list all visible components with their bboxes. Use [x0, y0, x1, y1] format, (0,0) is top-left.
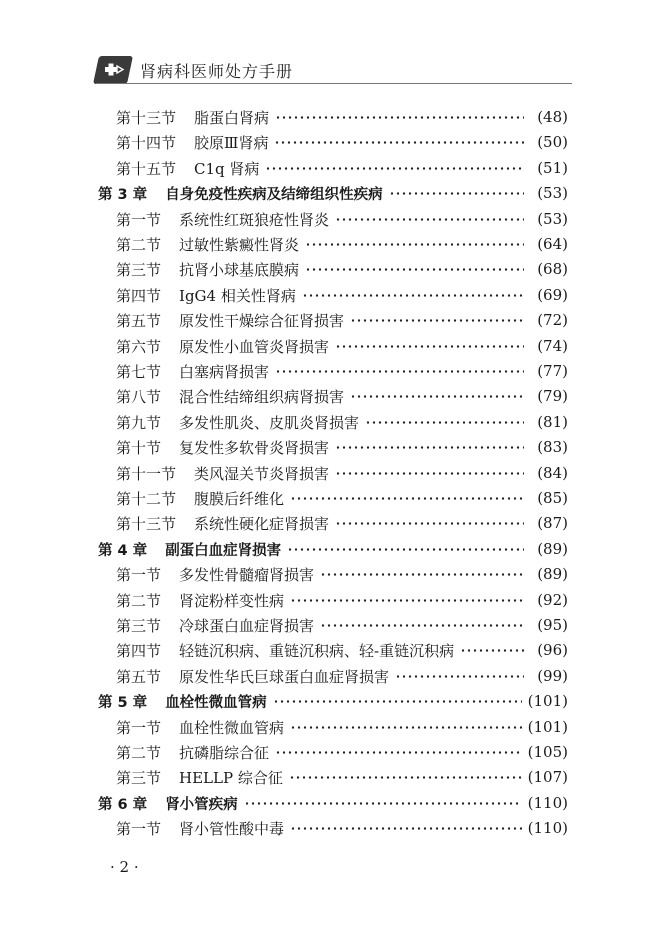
dot-leader	[350, 319, 524, 322]
entry-title: 腹膜后纤维化	[194, 489, 285, 508]
entry-number: 第九节	[116, 413, 162, 432]
entry-number: 第十节	[116, 438, 162, 457]
entry-number: 第 4 章	[98, 542, 148, 559]
dot-leader	[365, 421, 524, 424]
entry-page-number: (74)	[537, 337, 568, 355]
entry-title: 类风湿关节炎肾损害	[194, 464, 330, 483]
entry-number: 第一节	[116, 210, 162, 229]
entry-page-number: (81)	[537, 413, 568, 431]
dot-leader	[275, 751, 522, 754]
entry-number: 第十一节	[116, 464, 177, 483]
entry-number: 第五节	[116, 667, 162, 686]
dot-leader	[289, 776, 522, 779]
entry-page-number: (101)	[527, 692, 568, 710]
entry-title: 过敏性紫癜性肾炎	[179, 235, 300, 254]
entry-number: 第一节	[116, 565, 162, 584]
toc-section-entry	[116, 614, 568, 636]
entry-number: 第三节	[116, 260, 162, 279]
dot-leader	[244, 802, 522, 805]
entry-page-number: (77)	[537, 362, 568, 380]
entry-page-number: (50)	[537, 133, 568, 151]
toc-section-entry	[116, 436, 568, 458]
entry-number: 第二节	[116, 591, 162, 610]
entry-page-number: (85)	[537, 489, 568, 507]
dot-leader	[305, 268, 524, 271]
entry-number: 第三节	[116, 768, 162, 787]
dot-leader	[273, 700, 522, 703]
entry-title: 副蛋白血症肾损害	[165, 542, 282, 559]
toc-section-entry	[116, 309, 568, 331]
toc-chapter-entry	[98, 538, 568, 560]
entry-number: 第一节	[116, 819, 162, 838]
entry-number: 第 6 章	[98, 796, 148, 813]
toc-section-entry	[116, 131, 568, 153]
entry-number: 第二节	[116, 235, 162, 254]
entry-number: 第四节	[116, 641, 162, 660]
entry-number: 第八节	[116, 387, 162, 406]
entry-page-number: (83)	[537, 438, 568, 456]
running-header	[96, 56, 572, 84]
entry-page-number: (48)	[537, 108, 568, 126]
entry-page-number: (87)	[537, 514, 568, 532]
entry-number: 第十五节	[116, 159, 177, 178]
entry-page-number: (64)	[537, 235, 568, 253]
entry-page-number: (51)	[537, 159, 568, 177]
entry-page-number: (53)	[537, 184, 568, 202]
entry-title: 复发性多软骨炎肾损害	[179, 438, 330, 457]
dot-leader	[305, 243, 524, 246]
entry-title: 混合性结缔组织病肾损害	[179, 387, 345, 406]
toc-section-entry	[116, 284, 568, 306]
entry-page-number: (79)	[537, 387, 568, 405]
toc-section-entry	[116, 665, 568, 687]
entry-page-number: (107)	[527, 768, 568, 786]
dot-leader	[275, 116, 524, 119]
dot-leader	[395, 675, 524, 678]
toc-section-entry	[116, 817, 568, 839]
dot-leader	[290, 827, 522, 830]
entry-page-number: (110)	[527, 794, 568, 812]
entry-page-number: (96)	[537, 641, 568, 659]
entry-page-number: (110)	[527, 819, 568, 837]
entry-number: 第六节	[116, 337, 162, 356]
toc-section-entry	[116, 208, 568, 230]
entry-title: 轻链沉积病、重链沉积病、轻-重链沉积病	[179, 641, 455, 660]
entry-number: 第三节	[116, 616, 162, 635]
dot-leader	[335, 345, 524, 348]
entry-number: 第十四节	[116, 133, 177, 152]
entry-number: 第五节	[116, 311, 162, 330]
entry-number: 第 5 章	[98, 694, 148, 711]
dot-leader	[290, 726, 522, 729]
toc-section-entry	[116, 360, 568, 382]
toc-section-entry	[116, 589, 568, 611]
entry-title: 脂蛋白肾病	[194, 108, 270, 127]
dot-leader	[290, 599, 524, 602]
entry-page-number: (72)	[537, 311, 568, 329]
toc-section-entry	[116, 563, 568, 585]
entry-title: 原发性小血管炎肾损害	[179, 337, 330, 356]
entry-title: 肾淀粉样变性病	[179, 591, 285, 610]
entry-title: IgG4 相关性肾病	[179, 286, 296, 305]
dot-leader	[335, 522, 524, 525]
entry-title: 肾小管性酸中毒	[179, 819, 285, 838]
dot-leader	[460, 649, 524, 652]
toc-chapter-entry	[98, 792, 568, 814]
entry-number: 第十三节	[116, 514, 177, 533]
entry-page-number: (105)	[527, 743, 568, 761]
toc-section-entry	[116, 157, 568, 179]
header-rule	[96, 83, 572, 84]
entry-page-number: (84)	[537, 464, 568, 482]
entry-page-number: (92)	[537, 591, 568, 609]
entry-page-number: (89)	[537, 565, 568, 583]
entry-number: 第二节	[116, 743, 162, 762]
entry-page-number: (99)	[537, 667, 568, 685]
toc-section-entry	[116, 233, 568, 255]
entry-title: 自身免疫性疾病及结缔组织性疾病	[165, 186, 383, 203]
toc-section-entry	[116, 741, 568, 763]
entry-title: 冷球蛋白血症肾损害	[179, 616, 315, 635]
dot-leader	[320, 624, 524, 627]
toc-section-entry	[116, 487, 568, 509]
entry-number: 第十二节	[116, 489, 177, 508]
entry-title: C1q 肾病	[194, 159, 260, 178]
entry-title: 系统性红斑狼疮性肾炎	[179, 210, 330, 229]
entry-title: 胶原Ⅲ肾病	[194, 133, 269, 152]
toc-section-entry	[116, 411, 568, 433]
toc-section-entry	[116, 258, 568, 280]
entry-number: 第四节	[116, 286, 162, 305]
entry-title: 抗磷脂综合征	[179, 743, 270, 762]
medical-cross-arrow-icon	[93, 56, 133, 84]
toc-section-entry	[116, 512, 568, 534]
dot-leader	[335, 446, 524, 449]
dot-leader	[274, 141, 524, 144]
page-number: · 2 ·	[110, 858, 139, 876]
entry-number: 第 3 章	[98, 186, 148, 203]
entry-title: 原发性干燥综合征肾损害	[179, 311, 345, 330]
entry-title: 肾小管疾病	[165, 796, 238, 813]
entry-title: 血栓性微血管病	[179, 718, 285, 737]
dot-leader	[350, 395, 524, 398]
entry-page-number: (69)	[537, 286, 568, 304]
toc-section-entry	[116, 639, 568, 661]
dot-leader	[320, 573, 524, 576]
entry-title: 原发性华氏巨球蛋白血症肾损害	[179, 667, 390, 686]
toc-section-entry	[116, 106, 568, 128]
toc-section-entry	[116, 385, 568, 407]
entry-number: 第七节	[116, 362, 162, 381]
toc-section-entry	[116, 462, 568, 484]
dot-leader	[335, 218, 524, 221]
dot-leader	[290, 497, 524, 500]
book-title: 肾病科医师处方手册	[140, 62, 294, 81]
entry-number: 第一节	[116, 718, 162, 737]
dot-leader	[275, 370, 524, 373]
dot-leader	[389, 192, 524, 195]
entry-page-number: (68)	[537, 260, 568, 278]
entry-title: 血栓性微血管病	[165, 694, 267, 711]
entry-page-number: (89)	[537, 540, 568, 558]
entry-number: 第十三节	[116, 108, 177, 127]
entry-title: HELLP 综合征	[179, 768, 283, 787]
toc-chapter-entry	[98, 182, 568, 204]
entry-page-number: (53)	[537, 210, 568, 228]
dot-leader	[302, 294, 524, 297]
entry-title: 多发性骨髓瘤肾损害	[179, 565, 315, 584]
dot-leader	[335, 472, 524, 475]
dot-leader	[287, 548, 524, 551]
toc-section-entry	[116, 716, 568, 738]
entry-title: 多发性肌炎、皮肌炎肾损害	[179, 413, 360, 432]
toc-section-entry	[116, 335, 568, 357]
dot-leader	[265, 167, 524, 170]
entry-page-number: (95)	[537, 616, 568, 634]
entry-title: 白塞病肾损害	[179, 362, 270, 381]
entry-page-number: (101)	[527, 718, 568, 736]
entry-title: 系统性硬化症肾损害	[194, 514, 330, 533]
toc-section-entry	[116, 766, 568, 788]
entry-title: 抗肾小球基底膜病	[179, 260, 300, 279]
toc-chapter-entry	[98, 690, 568, 712]
